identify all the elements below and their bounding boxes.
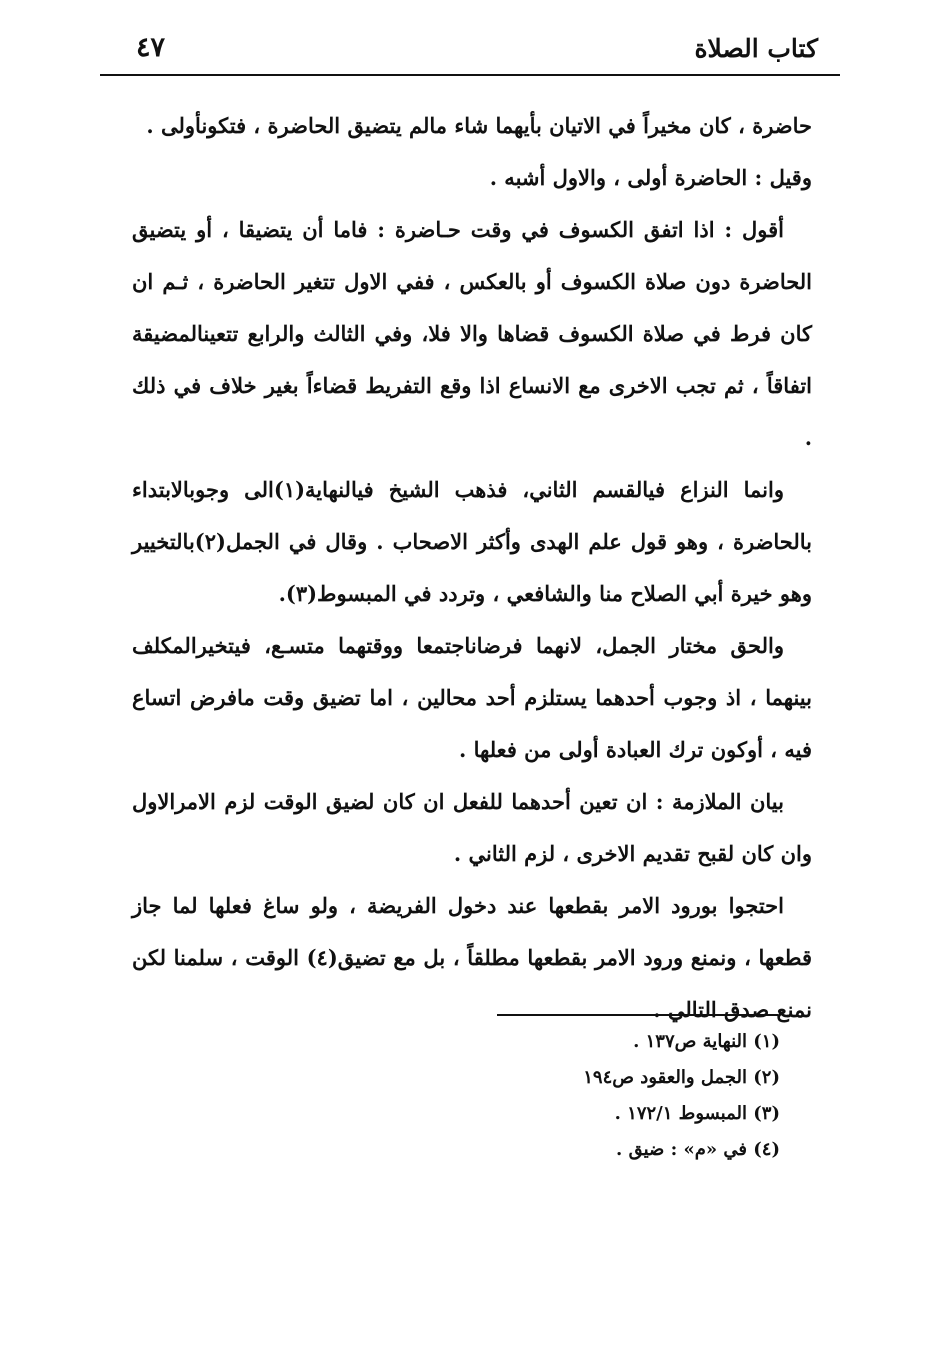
paragraph: وقيل : الحاضرة أولى ، والاول أشبه .	[489, 165, 812, 190]
body-text	[132, 100, 812, 1036]
paragraph: أقول : اذا اتفق الكسوف في وقت حـاضرة : فاما أن يتضيقا ، أو يتضيق الحاضرة دون صلاة الكسوف أو بالعكس ، ففي الاول تتغير الحاضرة ، ثـم ان كان فرط في صلاة الكسوف قضاها والا فلا، وفي الثالث والرابع تتعينالمضيقة اتفاقاً ، ثم تجب الاخرى مع الانساع اذا وقع التفريط قضاءاً بغير خلاف في ذلك .	[132, 217, 812, 450]
footnote: (٣) المبسوط ١٧٢/١ .	[614, 1103, 780, 1124]
footnote: (٢) الجمل والعقود ص١٩٤	[583, 1067, 780, 1088]
footnote-divider	[497, 1014, 778, 1016]
paragraph: حاضرة ، كان مخيراً في الاتيان بأيهما شاء مالم يتضيق الحاضرة ، فتكونأولى .	[146, 113, 812, 138]
footnote: (٤) في «م» : ضيق .	[616, 1139, 780, 1160]
page-number: ٤٧	[136, 32, 166, 63]
footnotes	[400, 1024, 780, 1168]
paragraph: وانما النزاع فيالقسم الثاني، فذهب الشيخ فيالنهاية(١)الى وجوبالابتداء بالحاضرة ، وهو قول علم الهدى وأكثر الاصحاب . وقال في الجمل(٢)بالتخيير وهو خيرة أبي الصلاح منا والشافعي ، وتردد في المبسوط(٣).	[132, 477, 812, 606]
book-title: كتاب الصلاة	[694, 34, 818, 63]
paragraph: احتجوا بورود الامر بقطعها عند دخول الفريضة ، ولو ساغ فعلها لما جاز قطعها ، ونمنع ورود الامر بقطعها مطلقاً ، بل مع تضيق(٤) الوقت ، سلمنا لكن نمنع صدق التالي .	[132, 893, 812, 1022]
paragraph: بيان الملازمة : ان تعين أحدهما للفعل ان كان لضيق الوقت لزم الامرالاول وان كان لقبح تقديم الاخرى ، لزم الثاني .	[132, 789, 812, 866]
footnote: (١) النهاية ص١٣٧ .	[633, 1031, 780, 1052]
page-header	[100, 22, 840, 76]
paragraph: والحق مختار الجمل، لانهما فرضاناجتمعا ووقتهما متسـع، فيتخيرالمكلف بينهما ، اذ وجوب أحدهما يستلزم أحد محالين ، اما تضيق وقت مافرض اتساع فيه ، أوكون ترك العبادة أولى من فعلها .	[132, 633, 812, 762]
